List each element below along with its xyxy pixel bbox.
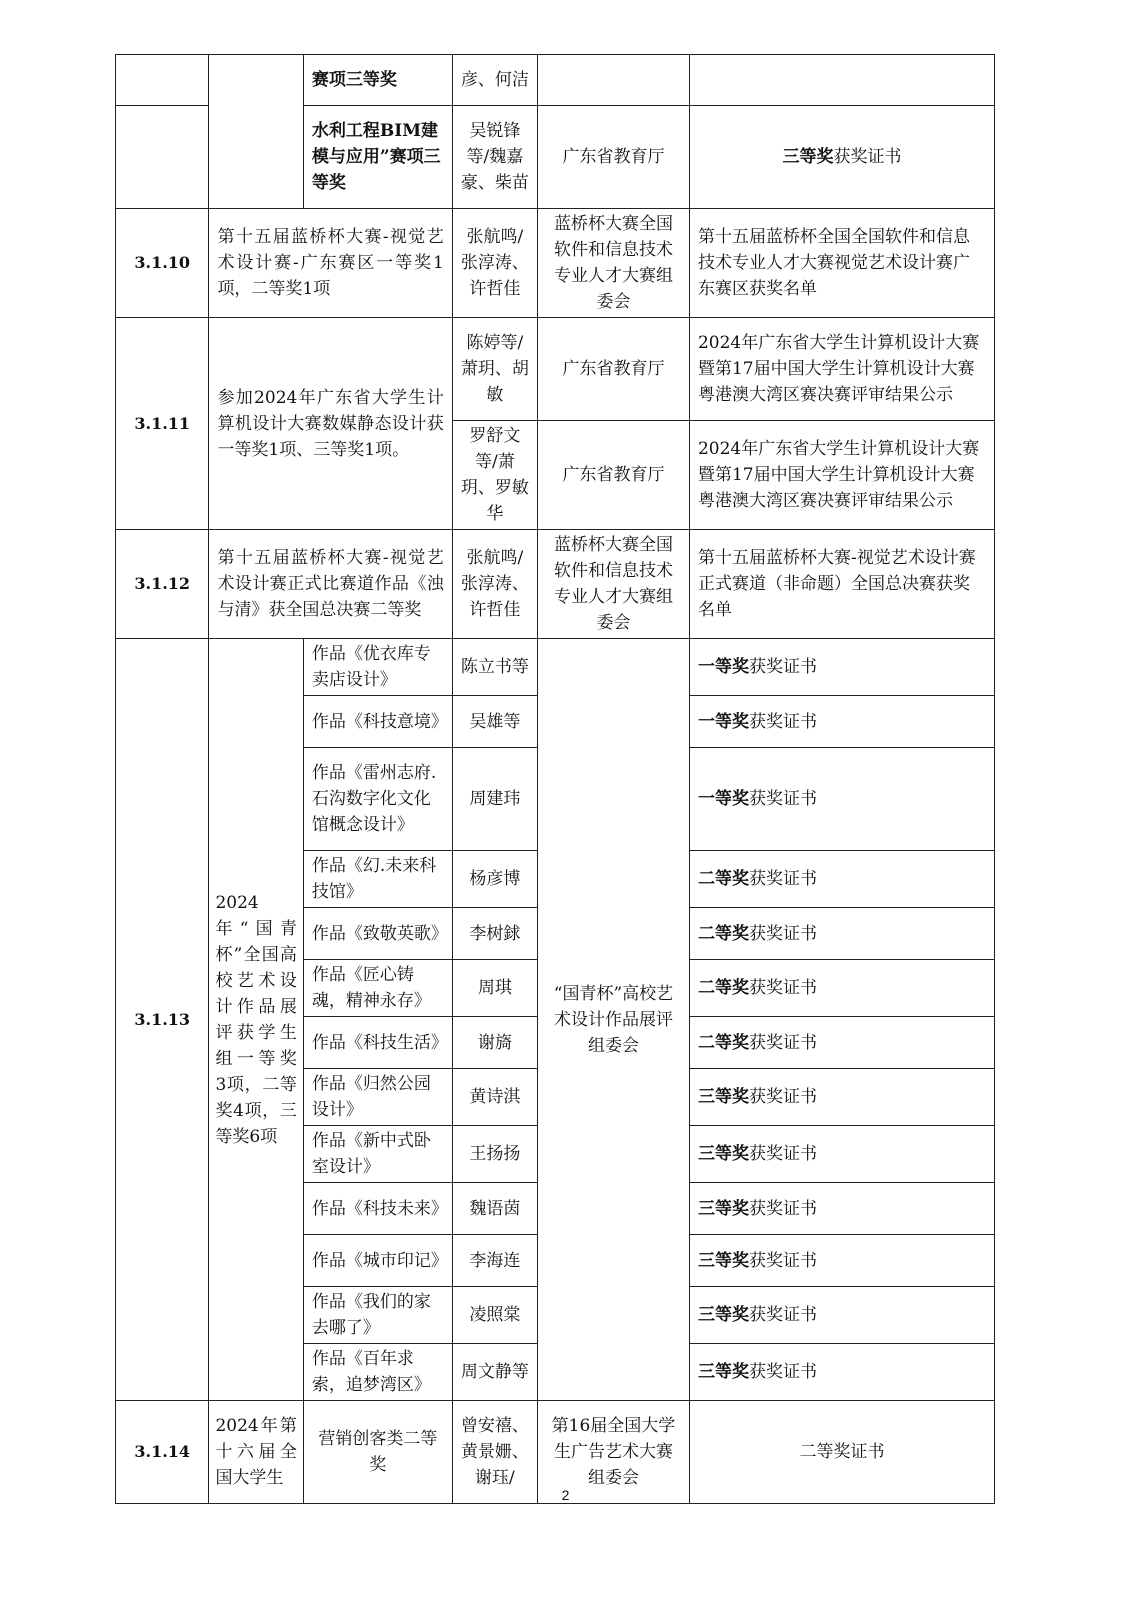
- work-cell: 作品《优衣库专卖店设计》: [303, 639, 452, 696]
- cert-cell: 二等奖获奖证书: [689, 960, 994, 1017]
- cert-cell: 三等奖获奖证书: [689, 1235, 994, 1287]
- org-cell: 广东省教育厅: [538, 421, 690, 530]
- title-cell: [209, 55, 303, 209]
- cert-cell: 一等奖获奖证书: [689, 748, 994, 851]
- org-cell: 广东省教育厅: [538, 318, 690, 421]
- cert-cell: 三等奖获奖证书: [689, 1183, 994, 1235]
- cert-cell: 三等奖获奖证书: [689, 1344, 994, 1401]
- org-cell: 蓝桥杯大赛全国软件和信息技术专业人才大赛组委会: [538, 530, 690, 639]
- id-cell: 3.1.11: [116, 318, 209, 530]
- table-row: [116, 639, 995, 696]
- work-cell: 作品《科技意境》: [303, 696, 452, 748]
- people-cell: 周建玮: [452, 748, 537, 851]
- cert-cell: 二等奖获奖证书: [689, 851, 994, 908]
- people-cell: 陈立书等: [452, 639, 537, 696]
- id-cell: 3.1.14: [116, 1401, 209, 1504]
- id-cell: 3.1.10: [116, 209, 209, 318]
- table-row: [116, 318, 995, 421]
- id-cell: [116, 55, 209, 106]
- id-cell: 3.1.12: [116, 530, 209, 639]
- cert-cell: 2024年广东省大学生计算机设计大赛暨第17届中国大学生计算机设计大赛粤港澳大湾区赛决赛评审结果公示: [689, 421, 994, 530]
- title-cell: 第十五届蓝桥杯大赛-视觉艺术设计赛-广东赛区一等奖1项，二等奖1项: [209, 209, 452, 318]
- org-cell: 广东省教育厅: [538, 106, 690, 209]
- cert-cell: 三等奖获奖证书: [689, 106, 994, 209]
- people-cell: 彦、何洁: [452, 55, 537, 106]
- table-row: [116, 55, 995, 106]
- cert-cell: 二等奖获奖证书: [689, 908, 994, 960]
- work-cell: 作品《雷州志府.石沟数字化文化馆概念设计》: [303, 748, 452, 851]
- work-cell: 作品《百年求索，追梦湾区》: [303, 1344, 452, 1401]
- cert-cell: 三等奖获奖证书: [689, 1069, 994, 1126]
- people-cell: 曾安禧、黄景姗、谢珏/: [452, 1401, 537, 1504]
- cert-cell: [689, 55, 994, 106]
- cert-cell: 三等奖获奖证书: [689, 1287, 994, 1344]
- people-cell: 李海连: [452, 1235, 537, 1287]
- title-cell: 第十五届蓝桥杯大赛-视觉艺术设计赛正式比赛道作品《浊与清》获全国总决赛二等奖: [209, 530, 452, 639]
- people-cell: 吴雄等: [452, 696, 537, 748]
- org-cell: 第16届全国大学生广告艺术大赛组委会: [538, 1401, 690, 1504]
- org-cell: 蓝桥杯大赛全国软件和信息技术专业人才大赛组委会: [538, 209, 690, 318]
- title-cell: 2024年第十六届全国大学生: [209, 1401, 303, 1504]
- people-cell: 陈婷等/萧玥、胡敏: [452, 318, 537, 421]
- people-cell: 周琪: [452, 960, 537, 1017]
- people-cell: 魏语茵: [452, 1183, 537, 1235]
- work-cell: 作品《幻.未来科技馆》: [303, 851, 452, 908]
- work-cell: 作品《归然公园设计》: [303, 1069, 452, 1126]
- people-cell: 杨彦博: [452, 851, 537, 908]
- id-cell: 3.1.13: [116, 639, 209, 1401]
- item-cell: 水利工程BIM建模与应用”赛项三等奖: [303, 106, 452, 209]
- cert-cell: 一等奖获奖证书: [689, 639, 994, 696]
- work-cell: 作品《我们的家去哪了》: [303, 1287, 452, 1344]
- work-cell: 作品《科技未来》: [303, 1183, 452, 1235]
- id-cell: [116, 106, 209, 209]
- org-cell: [538, 55, 690, 106]
- people-cell: 凌照棠: [452, 1287, 537, 1344]
- cert-cell: 第十五届蓝桥杯全国全国软件和信息技术专业人才大赛视觉艺术设计赛广东赛区获奖名单: [689, 209, 994, 318]
- org-cell: “国青杯”高校艺术设计作品展评组委会: [538, 639, 690, 1401]
- people-cell: 张航鸣/张淳涛、许哲佳: [452, 530, 537, 639]
- people-cell: 王扬扬: [452, 1126, 537, 1183]
- cert-cell: 2024年广东省大学生计算机设计大赛暨第17届中国大学生计算机设计大赛粤港澳大湾区赛决赛评审结果公示: [689, 318, 994, 421]
- work-cell: 作品《新中式卧室设计》: [303, 1126, 452, 1183]
- people-cell: 吴锐锋等/魏嘉豪、柴苗: [452, 106, 537, 209]
- people-cell: 李树銶: [452, 908, 537, 960]
- people-cell: 罗舒文等/萧玥、罗敏华: [452, 421, 537, 530]
- people-cell: 张航鸣/张淳涛、许哲佳: [452, 209, 537, 318]
- table-row: [116, 530, 995, 639]
- title-cell: 2024 年“国青杯”全国高校艺术设计作品展评获学生组一等奖 3项，二等奖4项，三等奖6项: [209, 639, 303, 1401]
- item-cell: 赛项三等奖: [303, 55, 452, 106]
- work-cell: 作品《匠心铸魂，精神永存》: [303, 960, 452, 1017]
- item-cell: 营销创客类二等奖: [303, 1401, 452, 1504]
- people-cell: 谢旖: [452, 1017, 537, 1069]
- people-cell: 黄诗淇: [452, 1069, 537, 1126]
- cert-cell: 三等奖获奖证书: [689, 1126, 994, 1183]
- work-cell: 作品《致敬英歌》: [303, 908, 452, 960]
- title-cell: 参加2024年广东省大学生计算机设计大赛数媒静态设计获一等奖1项、三等奖1项。: [209, 318, 452, 530]
- work-cell: 作品《城市印记》: [303, 1235, 452, 1287]
- awards-table: [115, 54, 995, 1504]
- work-cell: 作品《科技生活》: [303, 1017, 452, 1069]
- cert-cell: 二等奖获奖证书: [689, 1017, 994, 1069]
- table-row: [116, 209, 995, 318]
- people-cell: 周文静等: [452, 1344, 537, 1401]
- cert-cell: 一等奖获奖证书: [689, 696, 994, 748]
- cert-cell: 二等奖证书: [689, 1401, 994, 1504]
- page-number: 2: [561, 1487, 570, 1503]
- cert-cell: 第十五届蓝桥杯大赛-视觉艺术设计赛正式赛道（非命题）全国总决赛获奖名单: [689, 530, 994, 639]
